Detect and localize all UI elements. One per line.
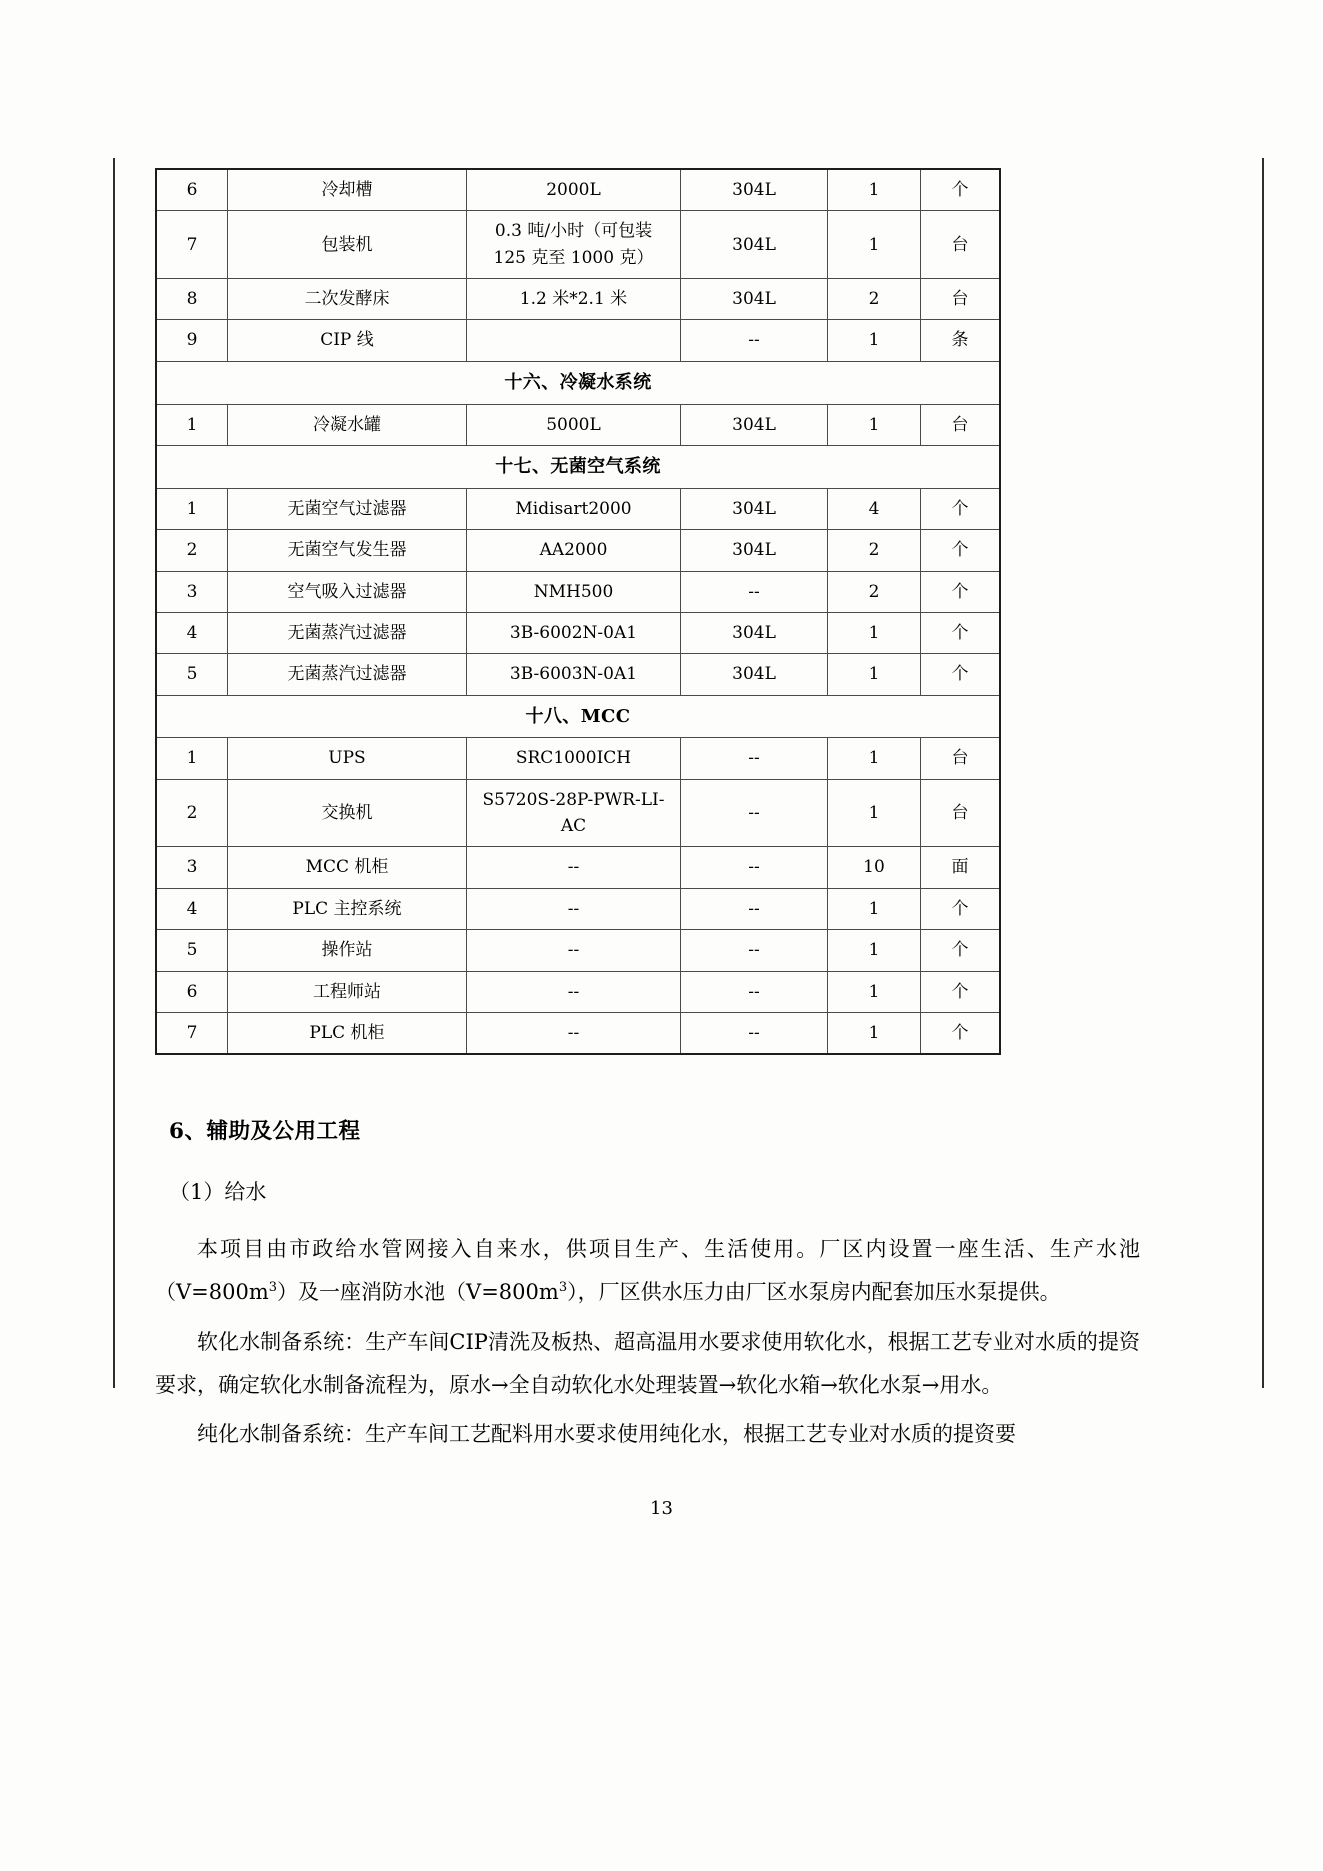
cell-unit: 个 [921, 1012, 1001, 1054]
cell-spec-line-1: S5720S-28P-PWR-LI- [482, 789, 665, 810]
cell-no: 8 [156, 279, 228, 320]
paragraph-water-supply [155, 1228, 1140, 1314]
cell-qty: 4 [828, 488, 921, 529]
cell-name: 二次发酵床 [228, 279, 467, 320]
cell-spec: -- [467, 888, 681, 929]
cell-unit: 个 [921, 888, 1001, 929]
cell-qty: 2 [828, 530, 921, 571]
cell-qty: 1 [828, 654, 921, 695]
section-title: 十七、无菌空气系统 [156, 445, 1000, 488]
cell-material: 304L [681, 530, 828, 571]
cell-unit: 台 [921, 779, 1001, 847]
table-row [156, 279, 1000, 320]
table-body [156, 169, 1000, 1054]
cell-spec: 5000L [467, 404, 681, 445]
cell-qty: 2 [828, 571, 921, 612]
cell-material: 304L [681, 404, 828, 445]
cell-name: 无菌空气过滤器 [228, 488, 467, 529]
table-section-row [156, 361, 1000, 404]
cell-material: -- [681, 320, 828, 361]
cell-no: 4 [156, 888, 228, 929]
cell-material: 304L [681, 488, 828, 529]
cell-qty: 1 [828, 211, 921, 279]
cell-no: 7 [156, 211, 228, 279]
cell-qty: 1 [828, 738, 921, 779]
cell-no: 3 [156, 847, 228, 888]
cell-spec: Midisart2000 [467, 488, 681, 529]
body-text-block [155, 1109, 1140, 1455]
cell-qty: 1 [828, 971, 921, 1012]
table-section-row [156, 695, 1000, 738]
cell-material: -- [681, 847, 828, 888]
superscript-cubic-1: 3 [268, 1280, 278, 1296]
superscript-cubic-2: 3 [558, 1280, 568, 1296]
cell-unit: 台 [921, 738, 1001, 779]
paragraph-part-c: ），厂区供水压力由厂区水泵房内配套加压水泵提供。 [567, 1280, 1061, 1305]
cell-no: 2 [156, 779, 228, 847]
table-row [156, 211, 1000, 279]
subsection-heading: （1）给水 [169, 1180, 267, 1205]
cell-material: -- [681, 930, 828, 971]
cell-name: 空气吸入过滤器 [228, 571, 467, 612]
cell-no: 6 [156, 169, 228, 211]
cell-qty: 1 [828, 320, 921, 361]
cell-name: 交换机 [228, 779, 467, 847]
cell-name: 操作站 [228, 930, 467, 971]
cell-unit: 个 [921, 930, 1001, 971]
table-row [156, 571, 1000, 612]
table-row [156, 320, 1000, 361]
cell-unit: 面 [921, 847, 1001, 888]
table-row [156, 971, 1000, 1012]
cell-qty: 2 [828, 279, 921, 320]
table-row [156, 738, 1000, 779]
section-title: 十六、冷凝水系统 [156, 361, 1000, 404]
cell-spec: -- [467, 930, 681, 971]
paragraph-part-a: 本项目由市政给水管网接入自来水，供项目生产、生活使用。厂区内设置一座生活、生产水池（V=800m [155, 1237, 1140, 1305]
cell-no: 5 [156, 930, 228, 971]
table-row [156, 612, 1000, 653]
cell-no: 1 [156, 488, 228, 529]
cell-name: 无菌蒸汽过滤器 [228, 654, 467, 695]
cell-name: MCC 机柜 [228, 847, 467, 888]
table-row [156, 488, 1000, 529]
cell-spec: 3B-6002N-0A1 [467, 612, 681, 653]
cell-no: 1 [156, 738, 228, 779]
table-row [156, 654, 1000, 695]
cell-no: 4 [156, 612, 228, 653]
cell-qty: 1 [828, 779, 921, 847]
section-title: 十八、MCC [156, 695, 1000, 738]
cell-qty: 10 [828, 847, 921, 888]
cell-no: 3 [156, 571, 228, 612]
cell-unit: 台 [921, 279, 1001, 320]
cell-spec [467, 211, 681, 279]
paragraph-purified-water: 纯化水制备系统：生产车间工艺配料用水要求使用纯化水，根据工艺专业对水质的提资要 [197, 1421, 1016, 1446]
cell-qty: 1 [828, 1012, 921, 1054]
cell-material: 304L [681, 612, 828, 653]
cell-no: 2 [156, 530, 228, 571]
cell-unit: 个 [921, 971, 1001, 1012]
cell-material: -- [681, 571, 828, 612]
cell-material: -- [681, 971, 828, 1012]
paragraph-part-b: ）及一座消防水池（V=800m [277, 1280, 559, 1305]
cell-unit: 台 [921, 211, 1001, 279]
table-row [156, 1012, 1000, 1054]
table-row [156, 530, 1000, 571]
cell-material: 304L [681, 654, 828, 695]
cell-material: -- [681, 779, 828, 847]
cell-spec-line-2: 125 克至 1000 克） [493, 247, 654, 268]
paragraph-softened-water: 软化水制备系统：生产车间CIP清洗及板热、超高温用水要求使用软化水，根据工艺专业对水质的提资要求，确定软化水制备流程为，原水→全自动软化水处理装置→软化水箱→软化水泵→用水。 [155, 1329, 1140, 1397]
cell-spec: AA2000 [467, 530, 681, 571]
table-row [156, 930, 1000, 971]
cell-spec-line-2: AC [560, 816, 587, 837]
cell-no: 6 [156, 971, 228, 1012]
table-row [156, 888, 1000, 929]
cell-spec: -- [467, 1012, 681, 1054]
table-section-row [156, 445, 1000, 488]
cell-qty: 1 [828, 930, 921, 971]
cell-no: 1 [156, 404, 228, 445]
cell-material: 304L [681, 279, 828, 320]
cell-name: PLC 机柜 [228, 1012, 467, 1054]
page-border-left [113, 158, 115, 1388]
cell-spec: -- [467, 847, 681, 888]
cell-unit: 个 [921, 654, 1001, 695]
cell-name: 工程师站 [228, 971, 467, 1012]
cell-unit: 个 [921, 530, 1001, 571]
cell-name: UPS [228, 738, 467, 779]
cell-spec: 2000L [467, 169, 681, 211]
cell-spec-line-1: 0.3 吨/小时（可包装 [494, 221, 653, 242]
cell-unit: 个 [921, 488, 1001, 529]
cell-name: 包装机 [228, 211, 467, 279]
equipment-spec-table [155, 168, 1001, 1055]
cell-material: 304L [681, 211, 828, 279]
cell-qty: 1 [828, 612, 921, 653]
page-content [155, 168, 1140, 1462]
cell-name: 冷却槽 [228, 169, 467, 211]
cell-unit: 台 [921, 404, 1001, 445]
cell-no: 7 [156, 1012, 228, 1054]
cell-name: CIP 线 [228, 320, 467, 361]
cell-material: -- [681, 738, 828, 779]
cell-name: PLC 主控系统 [228, 888, 467, 929]
cell-spec: 3B-6003N-0A1 [467, 654, 681, 695]
table-row [156, 847, 1000, 888]
cell-spec: 1.2 米*2.1 米 [467, 279, 681, 320]
cell-qty: 1 [828, 169, 921, 211]
cell-no: 5 [156, 654, 228, 695]
section-heading: 6、辅助及公用工程 [169, 1119, 361, 1145]
cell-qty: 1 [828, 404, 921, 445]
cell-unit: 个 [921, 612, 1001, 653]
cell-spec [467, 320, 681, 361]
cell-spec [467, 779, 681, 847]
page-number: 13 [650, 1498, 673, 1519]
cell-unit: 个 [921, 571, 1001, 612]
cell-name: 冷凝水罐 [228, 404, 467, 445]
cell-name: 无菌蒸汽过滤器 [228, 612, 467, 653]
cell-no: 9 [156, 320, 228, 361]
cell-unit: 条 [921, 320, 1001, 361]
cell-material: -- [681, 1012, 828, 1054]
cell-spec: -- [467, 971, 681, 1012]
table-row [156, 404, 1000, 445]
table-row [156, 779, 1000, 847]
cell-material: 304L [681, 169, 828, 211]
cell-spec: SRC1000ICH [467, 738, 681, 779]
cell-name: 无菌空气发生器 [228, 530, 467, 571]
cell-material: -- [681, 888, 828, 929]
cell-unit: 个 [921, 169, 1001, 211]
cell-qty: 1 [828, 888, 921, 929]
page-border-right [1262, 158, 1264, 1388]
table-row [156, 169, 1000, 211]
cell-spec: NMH500 [467, 571, 681, 612]
